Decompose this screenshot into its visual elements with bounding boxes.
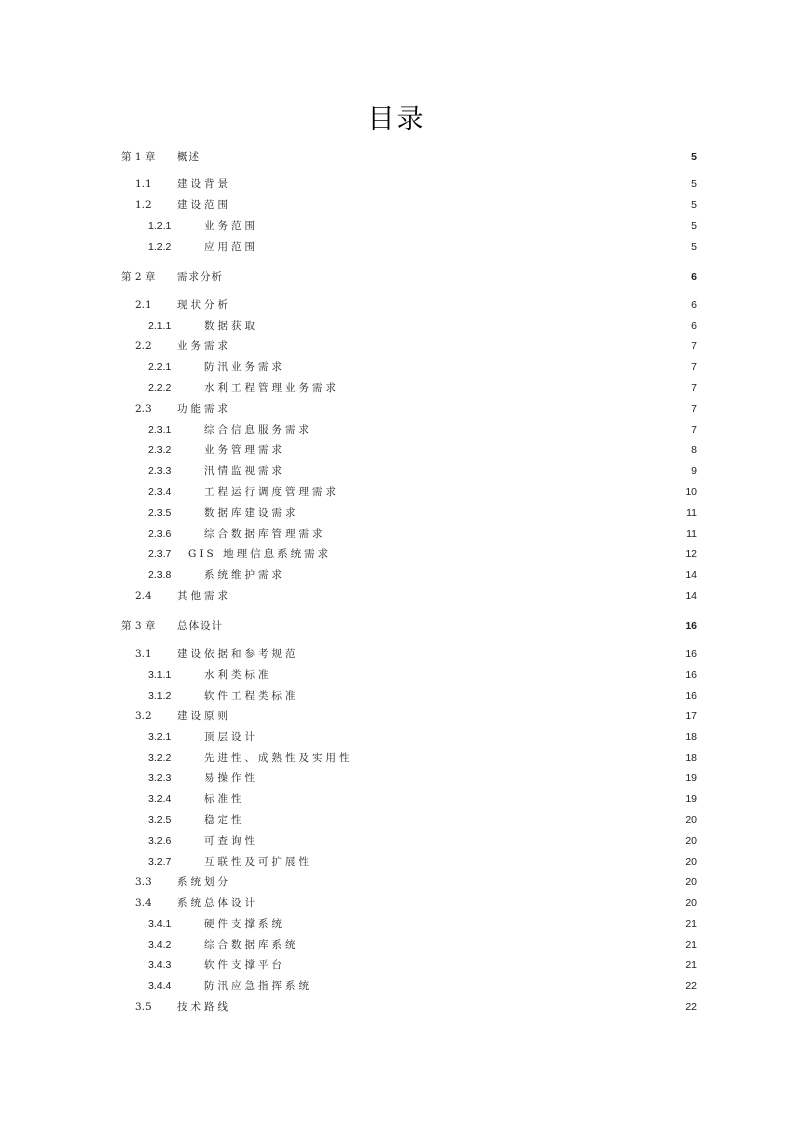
dot-leader: [286, 463, 685, 479]
toc-page-number: 21: [672, 937, 697, 953]
toc-page-number: 21: [672, 916, 697, 932]
toc-entry-number: 2.2.1: [148, 361, 172, 373]
toc-entry-label: 稳定性: [204, 814, 245, 826]
toc-entry-number: 3.1.2: [148, 690, 172, 702]
dot-leader: [259, 318, 685, 334]
toc-entry[interactable]: [0, 380, 793, 396]
dot-leader: [232, 176, 685, 192]
toc-entry-number: 3.2.6: [148, 835, 172, 847]
toc-entry[interactable]: [0, 297, 793, 313]
toc-entry[interactable]: [0, 688, 793, 704]
toc-entry-label: 软件工程类标准: [204, 690, 299, 702]
toc-entry-number: 3.4.4: [148, 980, 172, 992]
toc-entry-label: 汛情监视需求: [204, 465, 285, 477]
toc-page-number: 19: [672, 791, 697, 807]
toc-entry-label: 系统维护需求: [204, 569, 285, 581]
dot-leader: [232, 999, 685, 1015]
toc-page-number: 16: [672, 618, 697, 634]
toc-entry-number: 3.3: [135, 876, 152, 888]
toc-page-number: 14: [672, 567, 697, 583]
toc-entry[interactable]: [0, 463, 793, 479]
toc-page-number: 6: [672, 269, 697, 285]
toc-page-number: 21: [672, 957, 697, 973]
toc-entry-label: 综合数据库管理需求: [204, 528, 326, 540]
dot-leader: [300, 688, 685, 704]
toc-entry[interactable]: [0, 667, 793, 683]
toc-entry-label: GIS 地理信息系统需求: [188, 548, 332, 560]
toc-entry-number: 2.4: [135, 590, 152, 602]
toc-entry-label: 其他需求: [177, 590, 231, 602]
toc-entry-label: 应用范围: [204, 241, 258, 253]
toc-page-number: 7: [672, 359, 697, 375]
toc-page-number: 20: [672, 854, 697, 870]
toc-page-number: 20: [672, 874, 697, 890]
toc-entry-label: 顶层设计: [204, 731, 258, 743]
toc-entry-label: 功能需求: [177, 403, 231, 415]
toc-entry-label: 总体设计: [177, 620, 223, 632]
toc-entry[interactable]: [0, 526, 793, 542]
toc-entry-number: 3.2.4: [148, 793, 172, 805]
toc-page-number: 7: [672, 338, 697, 354]
toc-entry-label: 系统划分: [177, 876, 231, 888]
dot-leader: [232, 338, 685, 354]
dot-leader: [224, 618, 685, 634]
dot-leader: [313, 854, 685, 870]
toc-entry[interactable]: [0, 588, 793, 604]
toc-entry-number: 3.1: [135, 648, 152, 660]
toc-entry-number: 3.2: [135, 710, 152, 722]
toc-entry-number: 3.4.2: [148, 939, 172, 951]
toc-entry[interactable]: [0, 791, 793, 807]
toc-entry[interactable]: [0, 646, 793, 662]
toc-entry-number: 2.3: [135, 403, 152, 415]
toc-entry-label: 互联性及可扩展性: [204, 856, 312, 868]
toc-page-number: 22: [672, 978, 697, 994]
toc-page-number: 5: [672, 149, 697, 165]
toc-chapter-entry[interactable]: [0, 269, 793, 285]
toc-entry-label: 建设原则: [177, 710, 231, 722]
toc-entry[interactable]: [0, 239, 793, 255]
toc-entry-label: 建设范围: [177, 199, 231, 211]
toc-page-number: 7: [672, 422, 697, 438]
toc-entry-number: 第 2 章: [121, 271, 156, 283]
toc-page-number: 9: [672, 463, 697, 479]
toc-entry-label: 建设背景: [177, 178, 231, 190]
dot-leader: [313, 422, 685, 438]
toc-page-number: 5: [672, 218, 697, 234]
toc-entry-label: 硬件支撑系统: [204, 918, 285, 930]
toc-entry-number: 2.3.8: [148, 569, 172, 581]
dot-leader: [300, 646, 685, 662]
toc-entry-label: 水利工程管理业务需求: [204, 382, 339, 394]
toc-entry-number: 3.4.1: [148, 918, 172, 930]
dot-leader: [259, 895, 685, 911]
dot-leader: [313, 978, 685, 994]
toc-entry[interactable]: [0, 812, 793, 828]
toc-entry[interactable]: [0, 197, 793, 213]
toc-page-number: 5: [672, 176, 697, 192]
toc-entry-label: 业务管理需求: [204, 444, 285, 456]
toc-page-number: 16: [672, 646, 697, 662]
toc-title: 目录: [367, 104, 426, 135]
toc-entry-number: 2.1.1: [148, 320, 172, 332]
toc-entry[interactable]: [0, 770, 793, 786]
toc-page-number: 19: [672, 770, 697, 786]
toc-entry-label: 需求分析: [177, 271, 223, 283]
dot-leader: [259, 833, 685, 849]
toc-page-number: 16: [672, 688, 697, 704]
toc-entry[interactable]: [0, 708, 793, 724]
toc-page-number: 11: [672, 526, 697, 542]
toc-entry-number: 3.2.2: [148, 752, 172, 764]
toc-entry-label: 现状分析: [177, 299, 231, 311]
toc-entry-label: 数据库建设需求: [204, 507, 299, 519]
toc-page-number: 18: [672, 750, 697, 766]
dot-leader: [286, 359, 685, 375]
toc-page-number: 6: [672, 318, 697, 334]
dot-leader: [259, 770, 685, 786]
toc-entry-number: 1.2: [135, 199, 152, 211]
toc-entry-number: 2.3.2: [148, 444, 172, 456]
toc-entry-label: 业务范围: [204, 220, 258, 232]
toc-page-number: 5: [672, 239, 697, 255]
toc-entry-number: 2.3.4: [148, 486, 172, 498]
toc-entry-number: 3.1.1: [148, 669, 172, 681]
dot-leader: [286, 567, 685, 583]
toc-page-number: 7: [672, 401, 697, 417]
dot-leader: [286, 442, 685, 458]
dot-leader: [246, 812, 685, 828]
toc-entry-label: 综合数据库系统: [204, 939, 299, 951]
toc-entry-number: 3.2.7: [148, 856, 172, 868]
toc-entry-label: 可查询性: [204, 835, 258, 847]
toc-entry-number: 3.2.5: [148, 814, 172, 826]
toc-page-number: 14: [672, 588, 697, 604]
toc-chapter-entry[interactable]: [0, 149, 793, 165]
toc-page-number: 17: [672, 708, 697, 724]
toc-page-number: 11: [672, 505, 697, 521]
dot-leader: [340, 484, 685, 500]
toc-entry-number: 3.2.3: [148, 772, 172, 784]
toc-entry-label: 工程运行调度管理需求: [204, 486, 339, 498]
dot-leader: [273, 667, 685, 683]
dot-leader: [354, 750, 685, 766]
toc-entry-label: 技术路线: [177, 1001, 231, 1013]
toc-entry[interactable]: [0, 750, 793, 766]
toc-entry[interactable]: [0, 957, 793, 973]
dot-leader: [232, 297, 685, 313]
dot-leader: [232, 708, 685, 724]
toc-page-number: 16: [672, 667, 697, 683]
dot-leader: [259, 729, 685, 745]
dot-leader: [232, 874, 685, 890]
dot-leader: [246, 791, 685, 807]
toc-entry-label: 水利类标准: [204, 669, 272, 681]
dot-leader: [232, 588, 685, 604]
toc-entry-label: 建设依据和参考规范: [177, 648, 299, 660]
dot-leader: [300, 937, 685, 953]
toc-entry-number: 第 3 章: [121, 620, 156, 632]
toc-page-number: 12: [672, 546, 697, 562]
dot-leader: [286, 916, 685, 932]
dot-leader: [332, 546, 685, 562]
toc-entry[interactable]: [0, 978, 793, 994]
toc-entry-number: 1.2.2: [148, 241, 172, 253]
dot-leader: [201, 149, 685, 165]
toc-entry-label: 软件支撑平台: [204, 959, 285, 971]
toc-entry[interactable]: [0, 546, 793, 562]
toc-page-number: 10: [672, 484, 697, 500]
toc-entry-number: 2.3.6: [148, 528, 172, 540]
toc-entry-label: 综合信息服务需求: [204, 424, 312, 436]
toc-entry-number: 3.2.1: [148, 731, 172, 743]
toc-entry[interactable]: [0, 854, 793, 870]
dot-leader: [340, 380, 685, 396]
toc-entry[interactable]: [0, 729, 793, 745]
toc-entry[interactable]: [0, 338, 793, 354]
toc-entry[interactable]: [0, 937, 793, 953]
toc-entry[interactable]: [0, 999, 793, 1015]
dot-leader: [232, 401, 685, 417]
toc-entry-number: 2.3.3: [148, 465, 172, 477]
toc-entry-label: 系统总体设计: [177, 897, 258, 909]
toc-entry-label: 易操作性: [204, 772, 258, 784]
toc-entry-number: 2.1: [135, 299, 152, 311]
toc-chapter-entry[interactable]: [0, 618, 793, 634]
toc-entry-number: 第 1 章: [121, 151, 156, 163]
toc-entry-number: 2.3.5: [148, 507, 172, 519]
toc-entry[interactable]: [0, 874, 793, 890]
toc-entry-number: 3.4: [135, 897, 152, 909]
dot-leader: [327, 526, 685, 542]
toc-entry-number: 1.2.1: [148, 220, 172, 232]
toc-page-number: 5: [672, 197, 697, 213]
toc-entry[interactable]: [0, 505, 793, 521]
toc-entry[interactable]: [0, 484, 793, 500]
toc-entry-number: 2.2: [135, 340, 152, 352]
toc-page-number: 18: [672, 729, 697, 745]
toc-entry-label: 防汛应急指挥系统: [204, 980, 312, 992]
toc-entry-number: 2.3.7: [148, 548, 172, 560]
toc-entry-number: 2.3.1: [148, 424, 172, 436]
toc-page-number: 20: [672, 833, 697, 849]
dot-leader: [259, 218, 685, 234]
toc-entry[interactable]: [0, 318, 793, 334]
dot-leader: [259, 239, 685, 255]
toc-entry[interactable]: [0, 916, 793, 932]
toc-entry-label: 防汛业务需求: [204, 361, 285, 373]
toc-entry[interactable]: [0, 895, 793, 911]
toc-entry-number: 2.2.2: [148, 382, 172, 394]
toc-entry[interactable]: [0, 218, 793, 234]
dot-leader: [224, 269, 685, 285]
toc-entry-number: 3.5: [135, 1001, 152, 1013]
toc-page-number: 22: [672, 999, 697, 1015]
toc-page-number: 20: [672, 895, 697, 911]
toc-entry-label: 先进性、成熟性及实用性: [204, 752, 353, 764]
toc-entry[interactable]: [0, 833, 793, 849]
dot-leader: [232, 197, 685, 213]
toc-entry-label: 标准性: [204, 793, 245, 805]
toc-entry-label: 数据获取: [204, 320, 258, 332]
toc-page-number: 7: [672, 380, 697, 396]
toc-entry-number: 3.4.3: [148, 959, 172, 971]
toc-entry-label: 业务需求: [177, 340, 231, 352]
dot-leader: [286, 957, 685, 973]
toc-entry[interactable]: [0, 359, 793, 375]
toc-entry[interactable]: [0, 567, 793, 583]
toc-entry[interactable]: [0, 176, 793, 192]
toc-entry-label: 概述: [177, 151, 200, 163]
toc-entry[interactable]: [0, 422, 793, 438]
toc-entry[interactable]: [0, 442, 793, 458]
toc-page-number: 8: [672, 442, 697, 458]
toc-entry[interactable]: [0, 401, 793, 417]
dot-leader: [300, 505, 685, 521]
toc-page-number: 20: [672, 812, 697, 828]
toc-entry-number: 1.1: [135, 178, 152, 190]
toc-page-number: 6: [672, 297, 697, 313]
